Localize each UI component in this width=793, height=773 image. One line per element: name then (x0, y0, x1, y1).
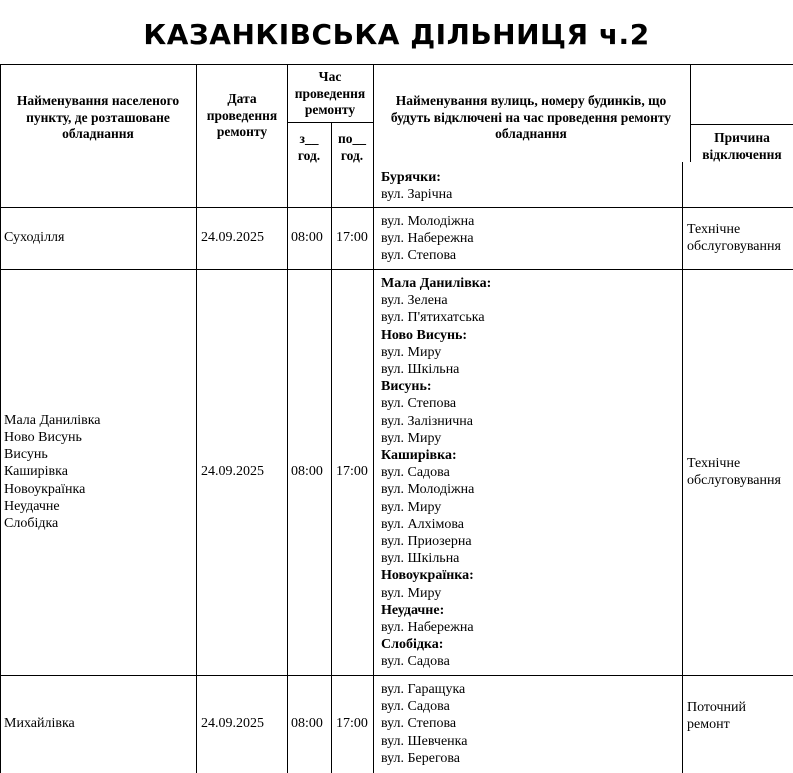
table-line (690, 64, 691, 162)
outage-reason: Поточний (687, 699, 747, 715)
street-item: вул. Шевченка (381, 733, 468, 749)
street-item: вул. Миру (381, 585, 442, 601)
locality-heading: Ново Висунь: (381, 327, 468, 343)
street-item: вул. Миру (381, 499, 442, 515)
street-item: вул. Залізнична (381, 413, 473, 429)
page-title: КАЗАНКІВСЬКА ДІЛЬНИЦЯ ч.2 (143, 18, 650, 51)
repair-date: 24.09.2025 (201, 230, 264, 246)
locality-heading: Новоукраїнка: (381, 568, 474, 584)
street-item: вул. Шкільна (381, 362, 460, 377)
settlement-name: Суходілля (4, 230, 65, 246)
settlement-name: Ново Висунь (4, 430, 82, 445)
time-from: 08:00 (291, 716, 323, 732)
header-from: з__ год. (297, 131, 321, 163)
table-line (0, 675, 793, 676)
street-item: вул. Берегова (381, 750, 461, 766)
outage-reason: обслуговування (687, 473, 781, 488)
settlement-name: Висунь (4, 447, 48, 463)
table-line (0, 269, 793, 270)
settlement-name: Новоукраїнка (4, 481, 86, 497)
header-reason: Причина відключення (702, 130, 782, 162)
street-item: вул. Молодіжна (381, 214, 475, 229)
table-line (287, 122, 373, 123)
outage-reason: обслуговування (687, 239, 781, 254)
repair-date: 24.09.2025 (201, 464, 264, 480)
time-to: 17:00 (336, 230, 368, 246)
street-item: вул. Зарічна (381, 187, 453, 203)
time-to: 17:00 (336, 716, 368, 732)
header-date: Дата проведення ремонту (206, 91, 278, 139)
street-item: вул. Садова (381, 654, 450, 670)
header-to: по__ год. (337, 131, 367, 163)
street-item: вул. Степова (381, 248, 457, 264)
street-item: вул. Зелена (381, 293, 448, 309)
time-to: 17:00 (336, 464, 368, 480)
locality-heading: Каширівка: (381, 448, 457, 463)
settlement-name: Слобідка (4, 516, 59, 531)
street-item: вул. Степова (381, 396, 457, 412)
locality-heading: Бурячки: (381, 170, 441, 185)
locality-heading: Мала Данилівка: (381, 276, 492, 291)
outage-reason: ремонт (687, 717, 730, 732)
street-item: вул. Миру (381, 430, 442, 446)
table-line (0, 207, 793, 208)
street-item: вул. Алхімова (381, 516, 464, 532)
street-item: вул. Садова (381, 699, 450, 715)
time-from: 08:00 (291, 230, 323, 246)
table-line (287, 64, 288, 773)
table-line (682, 162, 683, 773)
table-line (331, 122, 332, 773)
street-item: вул. П'ятихатська (381, 310, 485, 326)
header-streets: Найменування вулиць, номеру будинків, що будуть відключені на час проведення ремонту обладнання (390, 93, 672, 141)
settlement-name: Каширівка (4, 464, 68, 480)
outage-reason: Технічне (687, 455, 741, 471)
settlement-name: Мала Данилівка (4, 412, 101, 428)
street-item: вул. Приозерна (381, 534, 472, 549)
street-item: вул. Набережна (381, 231, 474, 247)
street-item: вул. Гаращука (381, 682, 466, 697)
street-item: вул. Набережна (381, 620, 474, 635)
settlement-name: Михайлівка (4, 716, 75, 732)
table-line (373, 64, 374, 773)
table-line (0, 64, 793, 65)
street-item: вул. Молодіжна (381, 482, 475, 498)
table-line (690, 124, 793, 125)
repair-date: 24.09.2025 (201, 716, 264, 732)
time-from: 08:00 (291, 464, 323, 480)
locality-heading: Неудачне: (381, 602, 445, 618)
locality-heading: Слобідка: (381, 637, 444, 653)
header-settlement: Найменування населеного пункту, де розташоване обладнання (16, 93, 180, 141)
street-item: вул. Степова (381, 716, 457, 732)
street-item: вул. Шкільна (381, 551, 460, 567)
street-item: вул. Миру (381, 344, 442, 360)
table-line (196, 64, 197, 773)
settlement-name: Неудачне (4, 498, 60, 514)
street-item: вул. Садова (381, 465, 450, 481)
locality-heading: Висунь: (381, 379, 432, 395)
header-time: Час проведення ремонту (294, 69, 366, 117)
outage-reason: Технічне (687, 221, 741, 237)
table-line (0, 64, 1, 773)
